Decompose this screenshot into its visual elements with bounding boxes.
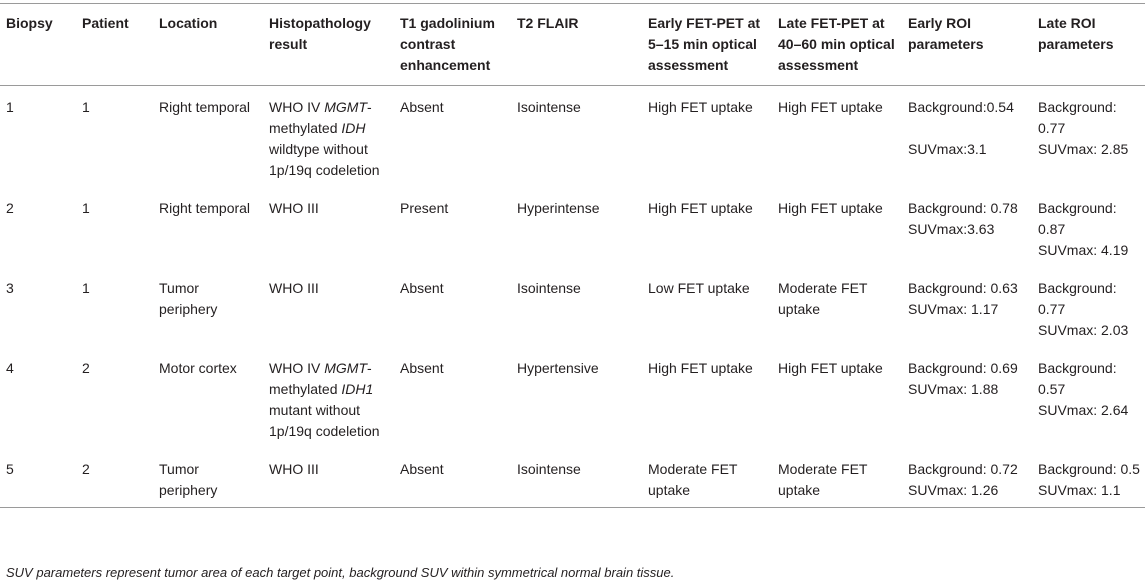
late-roi-background: Background: 0.57 — [1038, 360, 1117, 397]
early-roi-suvmax: SUVmax: 1.26 — [908, 482, 999, 498]
early-roi-background: Background:0.54 — [908, 99, 1014, 115]
histo-text: WHO IV — [269, 360, 325, 376]
cell-patient: 2 — [82, 360, 90, 376]
cell-early-fet: High FET uptake — [648, 200, 753, 216]
cell-late-fet: High FET uptake — [778, 360, 883, 376]
cell-patient: 1 — [82, 200, 90, 216]
table-header-row — [0, 4, 1145, 86]
cell-t2: Isointense — [517, 99, 581, 115]
early-roi-background: Background: 0.63 — [908, 280, 1018, 296]
header-late-fet: Late FET-PET at 40–60 min optical assessment — [778, 15, 895, 73]
cell-t2: Isointense — [517, 280, 581, 296]
cell-histopathology — [263, 187, 394, 267]
cell-patient: 1 — [82, 280, 90, 296]
cell-early-fet: Low FET uptake — [648, 280, 750, 296]
late-roi-background: Background: 0.77 — [1038, 99, 1117, 136]
early-roi-suvmax: SUVmax:3.1 — [908, 141, 987, 157]
cell-early-roi — [902, 347, 1032, 448]
cell-late-fet: Moderate FET uptake — [778, 280, 868, 317]
cell-biopsy: 2 — [6, 200, 14, 216]
cell-early-roi — [902, 187, 1032, 267]
cell-early-roi — [902, 86, 1032, 188]
cell-early-fet: Moderate FET uptake — [648, 461, 738, 498]
early-roi-background: Background: 0.69 — [908, 360, 1018, 376]
header-location: Location — [159, 15, 218, 31]
cell-t2: Isointense — [517, 461, 581, 477]
cell-t1: Present — [400, 200, 449, 216]
cell-late-fet: Moderate FET uptake — [778, 461, 868, 498]
cell-late-roi — [1032, 86, 1145, 188]
histo-gene: MGMT — [324, 99, 367, 115]
early-roi-suvmax: SUVmax:3.63 — [908, 221, 995, 237]
late-roi-suvmax: SUVmax: 2.03 — [1038, 322, 1129, 338]
table-row — [0, 347, 1145, 448]
histo-text: -methylated — [269, 360, 372, 397]
cell-late-fet: High FET uptake — [778, 200, 883, 216]
cell-biopsy: 5 — [6, 461, 14, 477]
cell-t2: Hyperintense — [517, 200, 600, 216]
header-patient: Patient — [82, 15, 129, 31]
cell-early-roi — [902, 267, 1032, 347]
header-late-roi: Late ROI parameters — [1038, 15, 1114, 52]
histo-gene: IDH — [341, 120, 366, 136]
cell-late-roi — [1032, 448, 1145, 508]
cell-histopathology — [263, 448, 394, 508]
cell-biopsy: 4 — [6, 360, 14, 376]
cell-t1: Absent — [400, 461, 444, 477]
cell-histopathology — [263, 267, 394, 347]
late-roi-suvmax: SUVmax: 1.1 — [1038, 482, 1121, 498]
histo-text: wildtype without 1p/19q codeletion — [269, 141, 380, 178]
cell-location: Right temporal — [159, 200, 251, 216]
histo-gene: MGMT — [324, 360, 367, 376]
early-roi-suvmax: SUVmax: 1.88 — [908, 381, 999, 397]
late-roi-suvmax: SUVmax: 4.19 — [1038, 242, 1129, 258]
cell-t1: Absent — [400, 280, 444, 296]
cell-location: Tumor periphery — [159, 461, 218, 498]
header-t2: T2 FLAIR — [517, 15, 579, 31]
histo-text: WHO III — [269, 461, 319, 477]
cell-late-roi — [1032, 267, 1145, 347]
biopsy-results-table — [0, 3, 1145, 508]
cell-patient: 2 — [82, 461, 90, 477]
early-roi-background: Background: 0.72 — [908, 461, 1018, 477]
header-histopathology: Histopathology result — [269, 15, 371, 52]
cell-early-fet: High FET uptake — [648, 99, 753, 115]
late-roi-background: Background: 0.77 — [1038, 280, 1117, 317]
cell-location: Motor cortex — [159, 360, 237, 376]
table-row — [0, 86, 1145, 188]
histo-text: WHO III — [269, 280, 319, 296]
cell-histopathology — [263, 86, 394, 188]
late-roi-background: Background: 0.5 — [1038, 461, 1140, 477]
late-roi-suvmax: SUVmax: 2.85 — [1038, 141, 1129, 157]
early-roi-suvmax: SUVmax: 1.17 — [908, 301, 999, 317]
early-roi-background: Background: 0.78 — [908, 200, 1018, 216]
table-footnote: SUV parameters represent tumor area of each target point, background SUV within symmetrical normal brain tissue. — [6, 565, 675, 580]
table-row — [0, 187, 1145, 267]
cell-biopsy: 1 — [6, 99, 14, 115]
late-roi-suvmax: SUVmax: 2.64 — [1038, 402, 1129, 418]
histo-text: WHO IV — [269, 99, 325, 115]
cell-late-roi — [1032, 347, 1145, 448]
histo-text: -methylated — [269, 99, 372, 136]
header-early-fet: Early FET-PET at 5–15 min optical assessment — [648, 15, 761, 73]
cell-histopathology — [263, 347, 394, 448]
histo-text: mutant without 1p/19q codeletion — [269, 402, 380, 439]
cell-patient: 1 — [82, 99, 90, 115]
cell-late-fet: High FET uptake — [778, 99, 883, 115]
table-row — [0, 267, 1145, 347]
cell-t1: Absent — [400, 99, 444, 115]
cell-t2: Hypertensive — [517, 360, 599, 376]
cell-location: Right temporal — [159, 99, 251, 115]
cell-early-fet: High FET uptake — [648, 360, 753, 376]
histo-text: WHO III — [269, 200, 319, 216]
cell-early-roi — [902, 448, 1032, 508]
cell-location: Tumor periphery — [159, 280, 218, 317]
histo-gene: IDH1 — [341, 381, 374, 397]
cell-t1: Absent — [400, 360, 444, 376]
cell-biopsy: 3 — [6, 280, 14, 296]
header-t1: T1 gadolinium contrast enhancement — [400, 15, 495, 73]
header-early-roi: Early ROI parameters — [908, 15, 984, 52]
header-biopsy: Biopsy — [6, 15, 53, 31]
late-roi-background: Background: 0.87 — [1038, 200, 1117, 237]
cell-late-roi — [1032, 187, 1145, 267]
table-row — [0, 448, 1145, 508]
